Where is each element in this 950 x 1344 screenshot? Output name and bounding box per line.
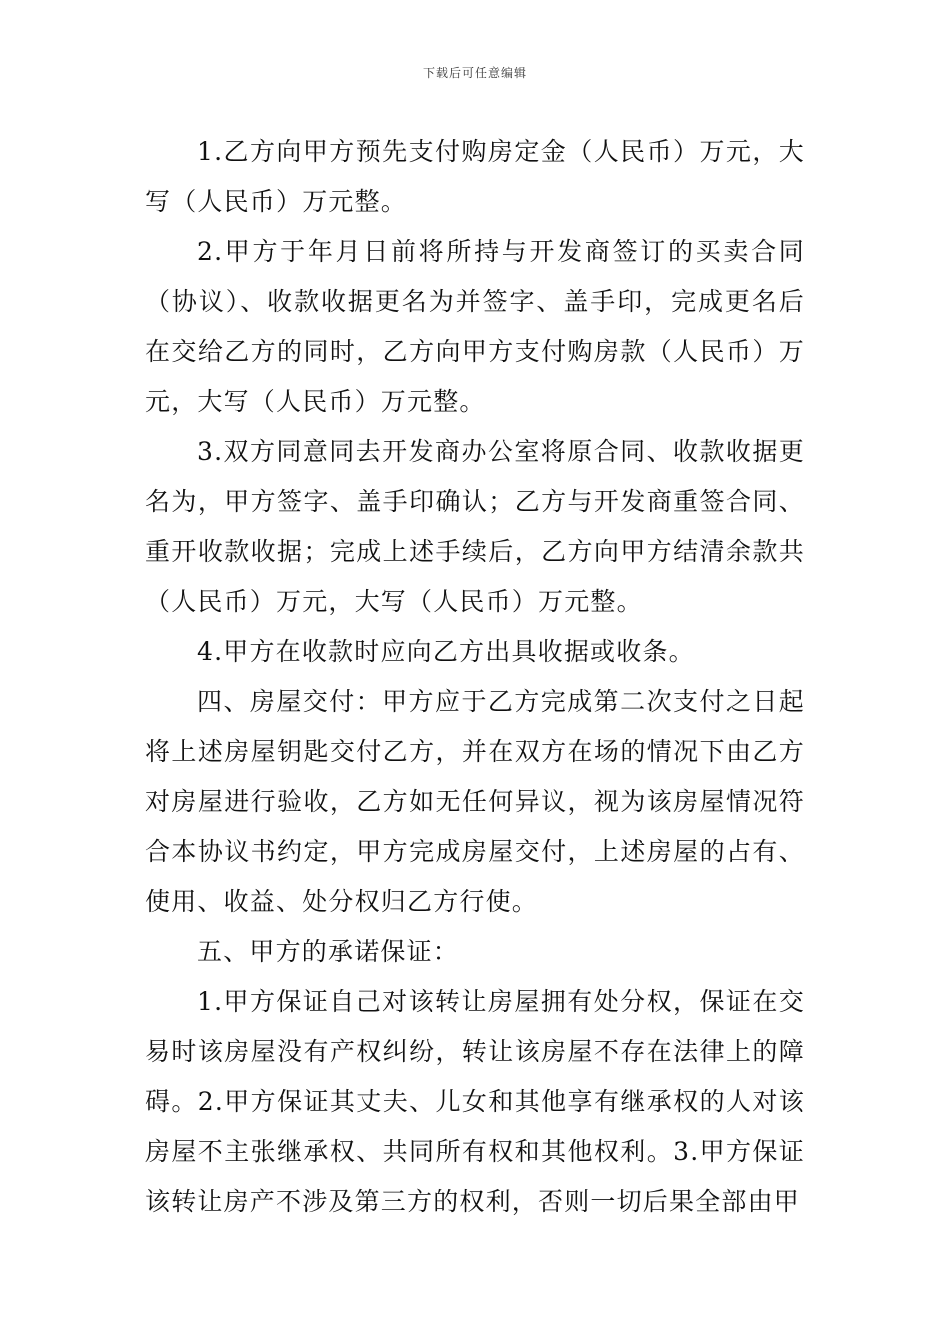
page-header: 下载后可任意编辑: [422, 66, 527, 80]
clause-1-deposit: 1.乙方向甲方预先支付购房定金（人民币）万元，大写（人民币）万元整。: [145, 137, 805, 216]
section-5-guarantees: 1.甲方保证自己对该转让房屋拥有处分权，保证在交易时该房屋没有产权纠纷，转让该房屋不存在法律上的障碍。2.甲方保证其丈夫、儿女和其他享有继承权的人对该房屋不主张继承权、共同所有权和其他权利。3.甲方保证该转让房产不涉及第三方的权利，否则一切后果全部由甲: [145, 987, 805, 1216]
section-5-heading: 五、甲方的承诺保证：: [197, 937, 460, 966]
clause-2-payment: 2.甲方于年月日前将所持与开发商签订的买卖合同（协议）、收款收据更名为并签字、盖手印，完成更名后在交给乙方的同时，乙方向甲方支付购房款（人民币）万元，大写（人民币）万元整。: [145, 237, 805, 416]
clause-3-settlement: 3.双方同意同去开发商办公室将原合同、收款收据更名为，甲方签字、盖手印确认；乙方与开发商重签合同、重开收款收据；完成上述手续后，乙方向甲方结清余款共（人民币）万元，大写（人民币）万元整。: [145, 437, 805, 616]
section-4-delivery: 四、房屋交付：甲方应于乙方完成第二次支付之日起将上述房屋钥匙交付乙方，并在双方在场的情况下由乙方对房屋进行验收，乙方如无任何异议，视为该房屋情况符合本协议书约定，甲方完成房屋交付，上述房屋的占有、使用、收益、处分权归乙方行使。: [145, 687, 805, 916]
clause-4-receipt: 4.甲方在收款时应向乙方出具收据或收条。: [197, 637, 695, 666]
document-body: [145, 127, 805, 1227]
